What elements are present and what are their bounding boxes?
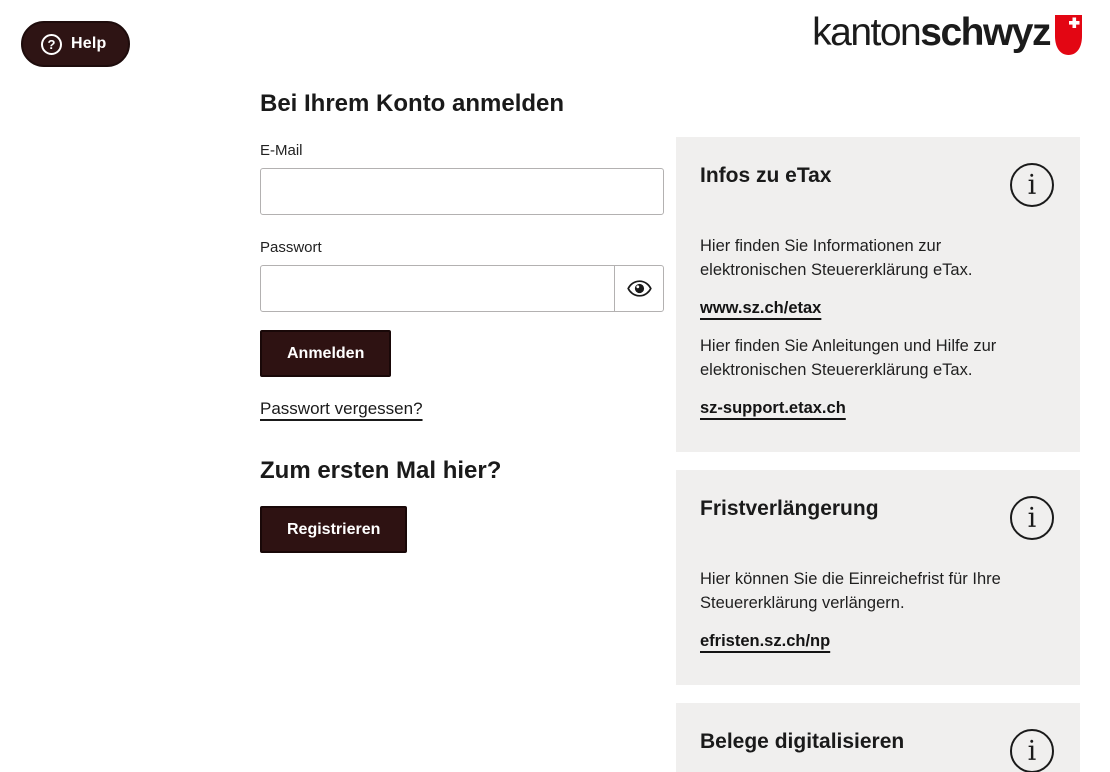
- card-text: Hier können Sie die Einreichefrist für Ihre Steuererklärung verlängern.: [700, 570, 1001, 612]
- forgot-password-link[interactable]: Passwort vergessen?: [260, 399, 423, 418]
- email-field[interactable]: [260, 168, 664, 215]
- password-field[interactable]: [261, 266, 614, 311]
- schwyz-shield-icon: [1055, 15, 1082, 55]
- login-form-section: [260, 90, 664, 553]
- info-circle-icon[interactable]: i: [1010, 163, 1054, 207]
- card-fristverlaengerung: [676, 470, 1080, 685]
- password-field-group: [260, 265, 664, 312]
- logo-text-bold: schwyz: [920, 11, 1050, 54]
- card-belege-digitalisieren: [676, 703, 1080, 772]
- help-button[interactable]: [21, 21, 130, 67]
- info-cards-section: [676, 137, 1080, 772]
- email-label: E-Mail: [260, 142, 303, 159]
- register-heading: Zum ersten Mal hier?: [260, 457, 502, 484]
- info-circle-icon[interactable]: i: [1010, 496, 1054, 540]
- card-title: Belege digitalisieren: [700, 730, 905, 753]
- efristen-link[interactable]: efristen.sz.ch/np: [700, 632, 831, 650]
- card-infos-zu-etax: [676, 137, 1080, 452]
- card-title: Infos zu eTax: [700, 164, 832, 187]
- card-body: [700, 567, 1054, 651]
- password-label: Passwort: [260, 239, 322, 256]
- question-circle-icon: ?: [41, 34, 62, 55]
- info-circle-icon[interactable]: i: [1010, 729, 1054, 772]
- card-body: [700, 234, 1054, 418]
- etax-support-link[interactable]: sz-support.etax.ch: [700, 399, 846, 417]
- login-submit-button[interactable]: Anmelden: [260, 330, 391, 377]
- kanton-schwyz-logo: [812, 12, 1082, 55]
- logo-wordmark: [812, 12, 1050, 54]
- login-heading: Bei Ihrem Konto anmelden: [260, 90, 565, 117]
- help-button-label: Help: [71, 35, 107, 52]
- show-password-button[interactable]: [614, 266, 663, 311]
- card-text: Hier finden Sie Informationen zur elektronischen Steuererklärung eTax.: [700, 237, 973, 279]
- logo-text-regular: kanton: [812, 11, 921, 54]
- card-title: Fristverlängerung: [700, 497, 879, 520]
- register-button[interactable]: Registrieren: [260, 506, 407, 553]
- eye-icon: [627, 280, 652, 297]
- card-text: Hier finden Sie Anleitungen und Hilfe zur elektronischen Steuererklärung eTax.: [700, 337, 997, 379]
- etax-info-link[interactable]: www.sz.ch/etax: [700, 299, 822, 317]
